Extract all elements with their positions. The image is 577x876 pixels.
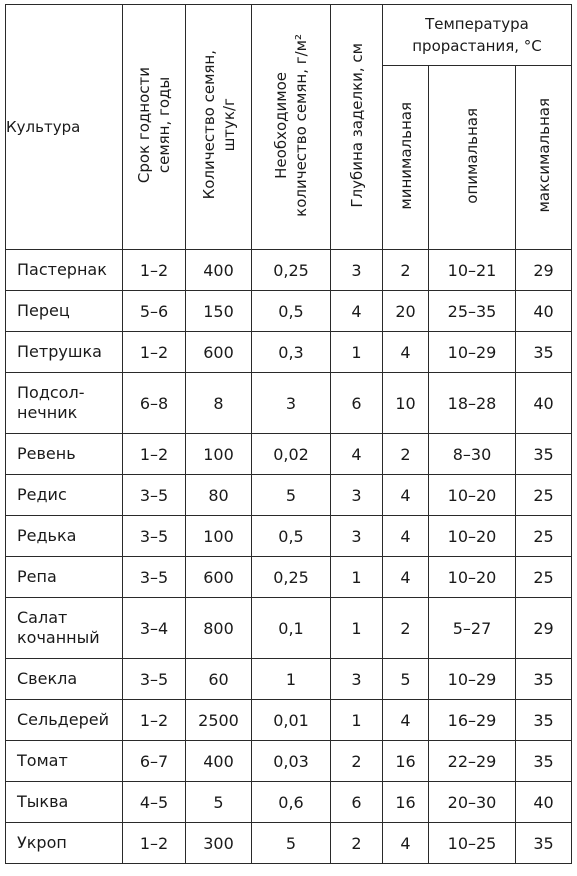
shelf-life-cell: 3–5 (123, 557, 186, 598)
table-row (6, 291, 572, 332)
crop-name-cell: Сельдерей (6, 700, 123, 741)
header-sowing-depth: Глубина заделки, см (331, 5, 383, 250)
temp-min-cell: 10 (383, 373, 429, 434)
temp-opt-cell: 10–21 (429, 250, 516, 291)
depth-cell: 1 (331, 557, 383, 598)
seed-count-cell: 5 (186, 782, 252, 823)
header-germination-temperature: Температура прорастания, °С (383, 5, 572, 66)
temp-min-cell: 4 (383, 332, 429, 373)
crop-name-cell: Подсол- нечник (6, 373, 123, 434)
crop-name-cell: Ревень (6, 434, 123, 475)
seed-need-cell: 0,1 (252, 598, 331, 659)
temp-max-cell: 29 (516, 598, 572, 659)
temp-opt-cell: 10–20 (429, 557, 516, 598)
header-temp-max: максимальная (516, 66, 572, 250)
crop-name-cell: Тыква (6, 782, 123, 823)
seed-need-cell: 0,25 (252, 250, 331, 291)
depth-cell: 4 (331, 434, 383, 475)
depth-cell: 3 (331, 659, 383, 700)
table-row (6, 782, 572, 823)
depth-cell: 4 (331, 291, 383, 332)
seed-count-cell: 100 (186, 434, 252, 475)
shelf-life-cell: 5–6 (123, 291, 186, 332)
temp-max-cell: 35 (516, 741, 572, 782)
temp-min-cell: 16 (383, 741, 429, 782)
depth-cell: 1 (331, 700, 383, 741)
temp-min-cell: 4 (383, 700, 429, 741)
seed-need-cell: 0,25 (252, 557, 331, 598)
seed-count-cell: 600 (186, 557, 252, 598)
depth-cell: 6 (331, 373, 383, 434)
shelf-life-cell: 3–4 (123, 598, 186, 659)
seed-need-cell: 5 (252, 475, 331, 516)
temp-opt-cell: 10–29 (429, 659, 516, 700)
seed-need-cell: 0,5 (252, 516, 331, 557)
seed-count-cell: 8 (186, 373, 252, 434)
temp-min-cell: 20 (383, 291, 429, 332)
temp-max-cell: 35 (516, 700, 572, 741)
table-row (6, 598, 572, 659)
seed-count-cell: 800 (186, 598, 252, 659)
seed-count-cell: 2500 (186, 700, 252, 741)
table-row (6, 516, 572, 557)
table-row (6, 741, 572, 782)
depth-cell: 2 (331, 823, 383, 864)
seed-need-cell: 0,6 (252, 782, 331, 823)
temp-min-cell: 4 (383, 475, 429, 516)
crop-name-cell: Репа (6, 557, 123, 598)
temp-opt-cell: 25–35 (429, 291, 516, 332)
crop-name-cell: Редька (6, 516, 123, 557)
seed-need-cell: 0,03 (252, 741, 331, 782)
header-seed-need: Необходимое количество семян, г/м² (252, 5, 331, 250)
temp-max-cell: 35 (516, 332, 572, 373)
temp-opt-cell: 10–20 (429, 475, 516, 516)
seed-need-cell: 5 (252, 823, 331, 864)
temp-min-cell: 4 (383, 557, 429, 598)
shelf-life-cell: 6–8 (123, 373, 186, 434)
temp-max-cell: 40 (516, 291, 572, 332)
depth-cell: 3 (331, 516, 383, 557)
table-row (6, 823, 572, 864)
depth-cell: 2 (331, 741, 383, 782)
temp-max-cell: 40 (516, 373, 572, 434)
table-row (6, 700, 572, 741)
table-body (6, 250, 572, 864)
shelf-life-cell: 3–5 (123, 659, 186, 700)
seed-germination-table (5, 4, 572, 864)
temp-opt-cell: 18–28 (429, 373, 516, 434)
temp-min-cell: 2 (383, 598, 429, 659)
seed-need-cell: 0,5 (252, 291, 331, 332)
shelf-life-cell: 3–5 (123, 516, 186, 557)
temp-opt-cell: 20–30 (429, 782, 516, 823)
shelf-life-cell: 3–5 (123, 475, 186, 516)
table-row (6, 250, 572, 291)
temp-opt-cell: 5–27 (429, 598, 516, 659)
seed-count-cell: 400 (186, 250, 252, 291)
table-row (6, 373, 572, 434)
shelf-life-cell: 1–2 (123, 250, 186, 291)
header-temp-min: минимальная (383, 66, 429, 250)
temp-max-cell: 25 (516, 557, 572, 598)
header-seed-count: Количество семян, штук/г (186, 5, 252, 250)
shelf-life-cell: 6–7 (123, 741, 186, 782)
temp-max-cell: 25 (516, 516, 572, 557)
temp-max-cell: 35 (516, 659, 572, 700)
temp-max-cell: 40 (516, 782, 572, 823)
depth-cell: 6 (331, 782, 383, 823)
crop-name-cell: Петрушка (6, 332, 123, 373)
shelf-life-cell: 1–2 (123, 823, 186, 864)
crop-name-cell: Укроп (6, 823, 123, 864)
depth-cell: 3 (331, 475, 383, 516)
temp-opt-cell: 10–20 (429, 516, 516, 557)
temp-max-cell: 35 (516, 434, 572, 475)
seed-need-cell: 0,02 (252, 434, 331, 475)
seed-count-cell: 80 (186, 475, 252, 516)
depth-cell: 1 (331, 598, 383, 659)
crop-name-cell: Редис (6, 475, 123, 516)
temp-opt-cell: 10–25 (429, 823, 516, 864)
table-row (6, 659, 572, 700)
temp-min-cell: 2 (383, 250, 429, 291)
seed-count-cell: 150 (186, 291, 252, 332)
temp-min-cell: 2 (383, 434, 429, 475)
depth-cell: 1 (331, 332, 383, 373)
crop-name-cell: Пастернак (6, 250, 123, 291)
shelf-life-cell: 1–2 (123, 332, 186, 373)
crop-name-cell: Томат (6, 741, 123, 782)
seed-need-cell: 3 (252, 373, 331, 434)
table-row (6, 475, 572, 516)
table-row (6, 332, 572, 373)
depth-cell: 3 (331, 250, 383, 291)
shelf-life-cell: 4–5 (123, 782, 186, 823)
header-shelf-life: Срок годности семян, годы (123, 5, 186, 250)
seed-count-cell: 60 (186, 659, 252, 700)
temp-max-cell: 25 (516, 475, 572, 516)
temp-max-cell: 29 (516, 250, 572, 291)
shelf-life-cell: 1–2 (123, 700, 186, 741)
temp-opt-cell: 10–29 (429, 332, 516, 373)
crop-name-cell: Свекла (6, 659, 123, 700)
table-row (6, 557, 572, 598)
temp-min-cell: 5 (383, 659, 429, 700)
temp-min-cell: 4 (383, 823, 429, 864)
table-row (6, 434, 572, 475)
seed-need-cell: 0,3 (252, 332, 331, 373)
crop-name-cell: Перец (6, 291, 123, 332)
temp-opt-cell: 22–29 (429, 741, 516, 782)
shelf-life-cell: 1–2 (123, 434, 186, 475)
temp-min-cell: 16 (383, 782, 429, 823)
seed-need-cell: 0,01 (252, 700, 331, 741)
crop-name-cell: Салат кочанный (6, 598, 123, 659)
seed-count-cell: 100 (186, 516, 252, 557)
seed-count-cell: 300 (186, 823, 252, 864)
seed-count-cell: 600 (186, 332, 252, 373)
header-culture: Культура (6, 5, 123, 250)
header-temp-opt: опимальная (429, 66, 516, 250)
seed-count-cell: 400 (186, 741, 252, 782)
temp-opt-cell: 16–29 (429, 700, 516, 741)
temp-max-cell: 35 (516, 823, 572, 864)
seed-need-cell: 1 (252, 659, 331, 700)
temp-min-cell: 4 (383, 516, 429, 557)
temp-opt-cell: 8–30 (429, 434, 516, 475)
